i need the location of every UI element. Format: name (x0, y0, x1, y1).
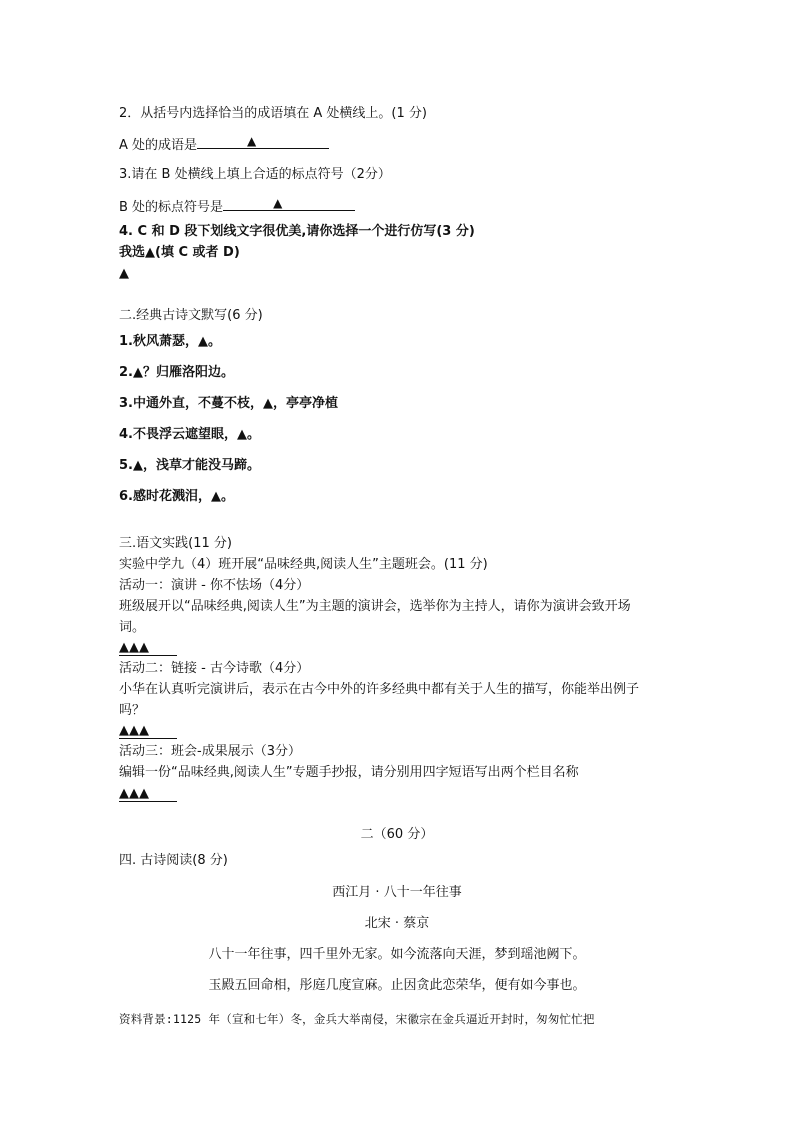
activity-1-title: 活动一：演讲 - 你不怯场（4分） (119, 578, 310, 593)
answer-a-line (119, 136, 329, 155)
activity-2-text-end: 吗？ (119, 703, 146, 718)
recite-item: 3.中通外直，不蔓不枝，▲，亭亭净植 (119, 396, 338, 411)
recite-item: 5.▲，浅草才能没马蹄。 (119, 458, 260, 473)
section-4-title: 四. 古诗阅读(8 分) (119, 853, 228, 868)
question-4-answer: ▲ (119, 266, 129, 281)
activity-3-answer: ▲▲▲ (119, 785, 177, 803)
question-4: 4. C 和 D 段下划线文字很优美,请你选择一个进行仿写(3 分) (119, 224, 475, 239)
recite-item: 6.感时花溅泪，▲。 (119, 489, 234, 504)
activity-3-title: 活动三：班会-成果展示（3分） (119, 744, 301, 759)
answer-b-line (119, 198, 355, 217)
activity-2-answer: ▲▲▲ (119, 722, 177, 740)
poem-line: 玉殿五回命相，彤庭几度宣麻。止因贪此恋荣华，便有如今事也。 (208, 978, 586, 993)
section-3-intro: 实验中学九（4）班开展“品味经典,阅读人生”主题班会。(11 分) (119, 557, 488, 572)
recite-item: 2.▲？归雁洛阳边。 (119, 365, 234, 380)
poem-author: 北宋 · 蔡京 (364, 916, 430, 931)
recite-item: 4.不畏浮云遮望眼，▲。 (119, 427, 260, 442)
question-2: 2．从括号内选择恰当的成语填在 A 处横线上。(1 分) (119, 106, 427, 121)
activity-1-text-end: 词。 (119, 620, 146, 635)
answer-a-blank (197, 136, 329, 149)
question-4-choice: 我选▲(填 C 或者 D) (119, 245, 240, 260)
activity-2-title: 活动二：链接 - 古今诗歌（4分） (119, 661, 310, 676)
activity-1-answer: ▲▲▲ (119, 639, 177, 657)
answer-b-blank (223, 198, 355, 211)
recite-item: 1.秋风萧瑟，▲。 (119, 334, 221, 349)
section-3-title: 三.语文实践(11 分) (119, 536, 232, 551)
activity-1-text: 班级展开以“品味经典,阅读人生”为主题的演讲会，选举你为主持人，请你为演讲会致开场 (119, 599, 631, 614)
question-3: 3.请在 B 处横线上填上合适的标点符号（2分） (119, 167, 391, 182)
part-2-title: 二（60 分） (360, 827, 434, 842)
background-note: 资料背景:1125 年（宣和七年）冬，金兵大举南侵，宋徽宗在金兵逼近开封时，匆匆忙忙把 (119, 1012, 595, 1026)
blank-triangle: ▲ (247, 134, 257, 148)
activity-3-text: 编辑一份“品味经典,阅读人生”专题手抄报，请分别用四字短语写出两个栏目名称 (119, 765, 579, 780)
section-2-title: 二.经典古诗文默写(6 分) (119, 308, 263, 323)
answer-a-label: A 处的成语是 (119, 138, 198, 153)
blank-triangle: ▲ (273, 196, 283, 210)
poem-line: 八十一年往事，四千里外无家。如今流落向天涯，梦到瑶池阙下。 (208, 947, 586, 962)
answer-b-label: B 处的标点符号是 (119, 200, 224, 215)
poem-title: 西江月 · 八十一年往事 (332, 885, 462, 900)
activity-2-text: 小华在认真听完演讲后，表示在古今中外的许多经典中都有关于人生的描写，你能举出例子 (119, 682, 640, 697)
